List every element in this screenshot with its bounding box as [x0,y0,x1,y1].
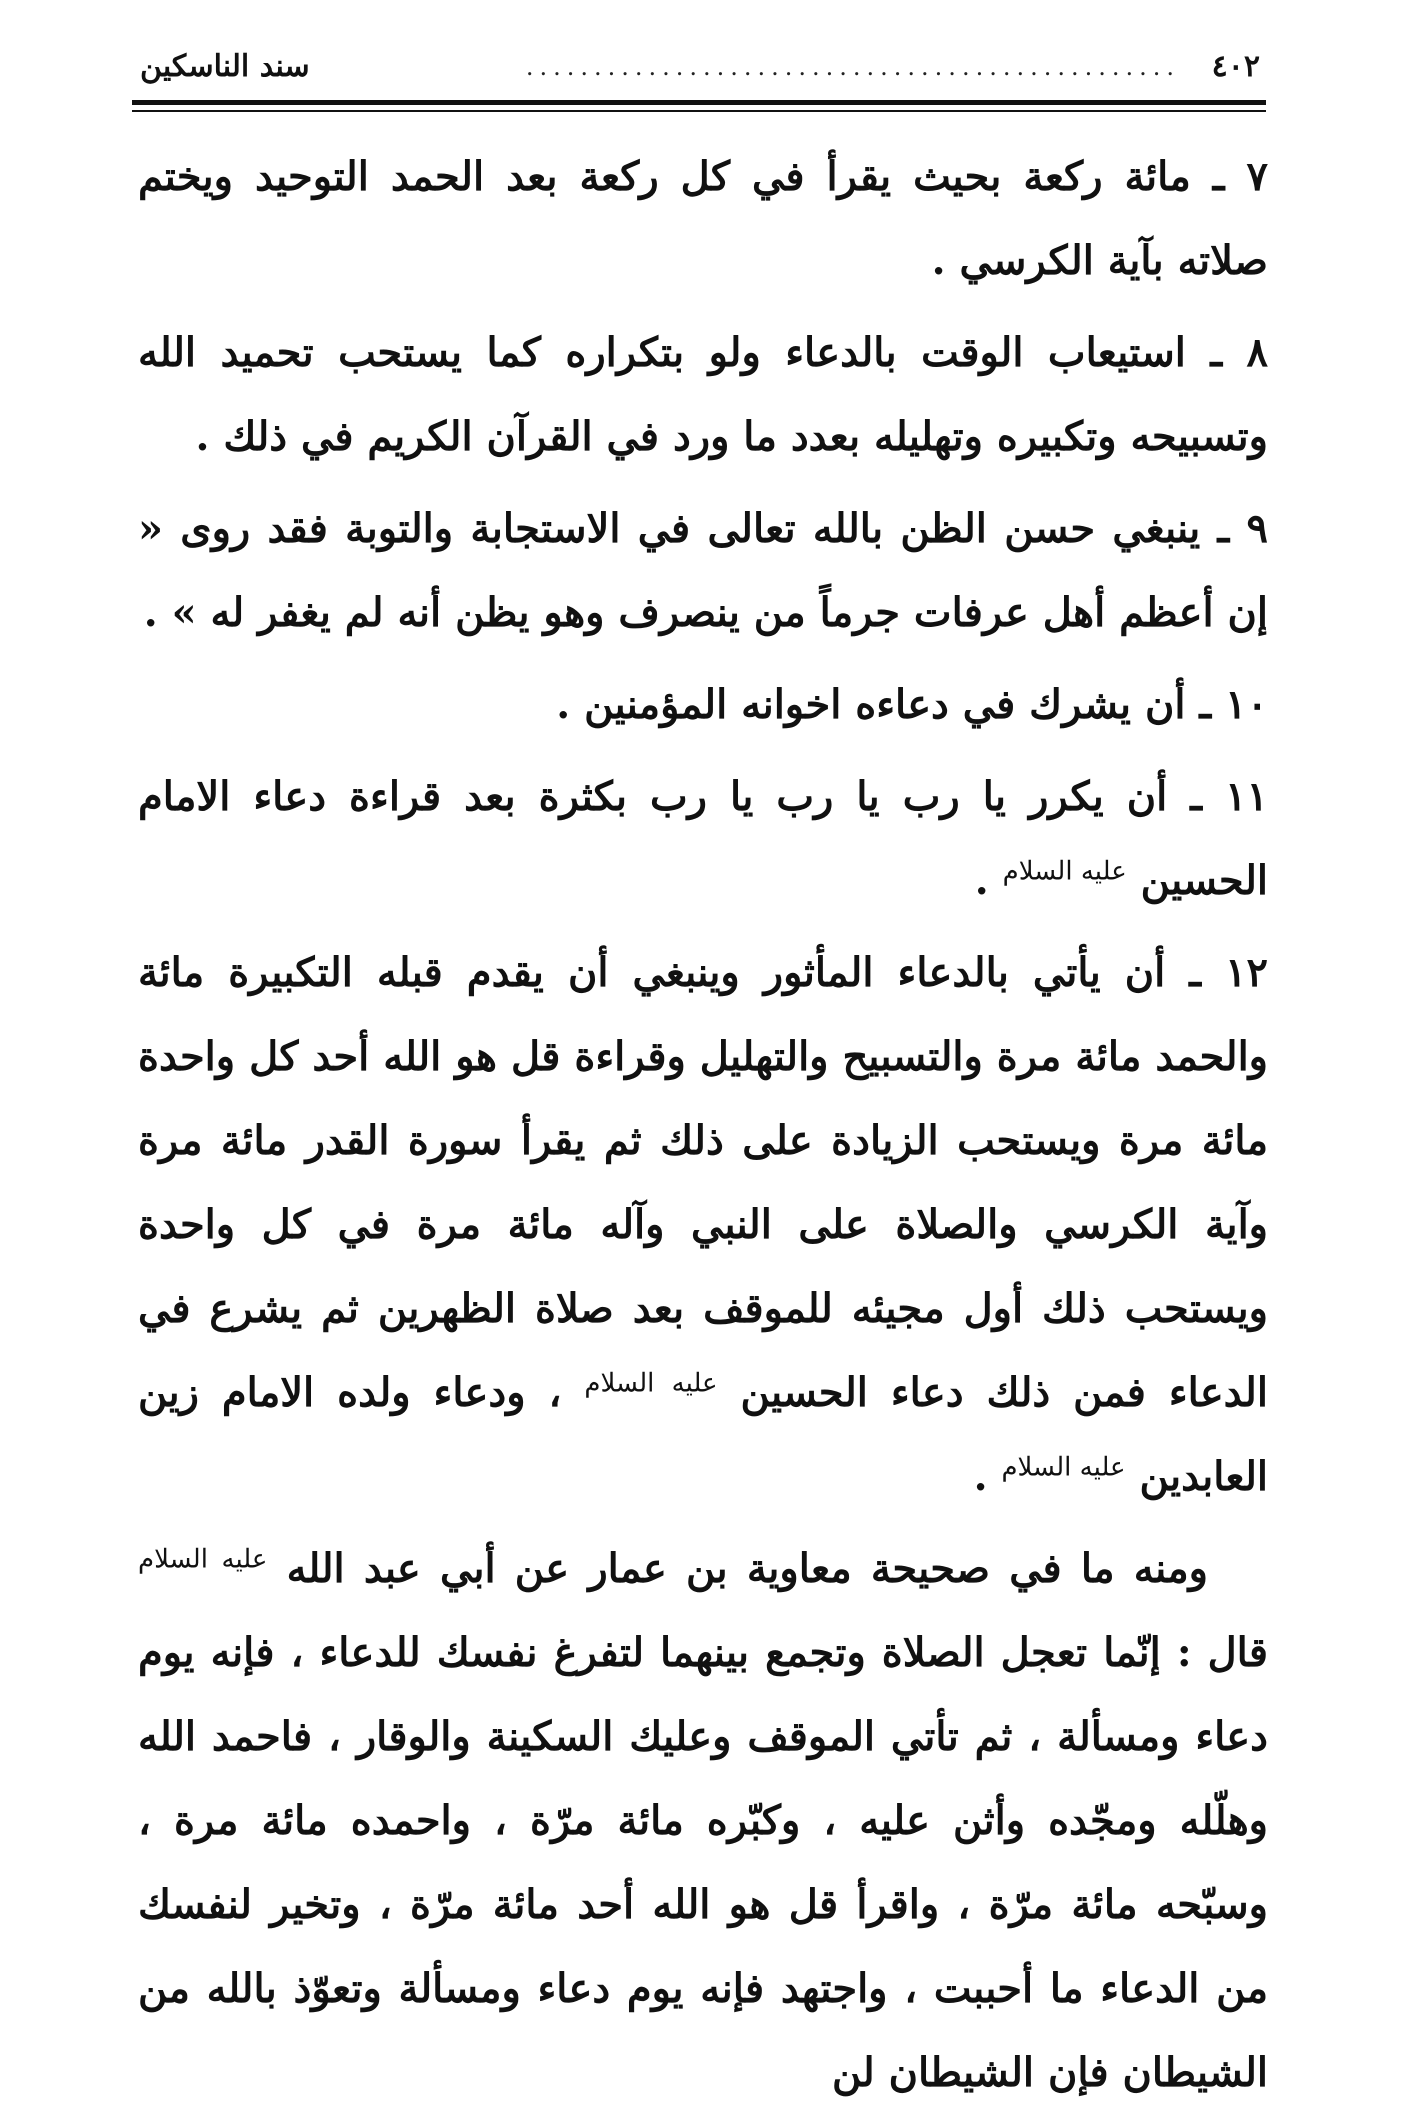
page-body [138,135,1268,2123]
paragraph-12-end: . [973,1453,988,1500]
honorific-symbol: عليه السلام [1002,856,1127,887]
paragraph-8: ٨ ـ استيعاب الوقت بالدعاء ولو بتكراره كما يستحب تحميد الله وتسبيحه وتكبيره وتهليله بعدد ما ورد في القرآن الكريم في ذلك . [138,329,1268,460]
paragraph-9: ٩ ـ ينبغي حسن الظن بالله تعالى في الاستجابة والتوبة فقد روى « إن أعظم أهل عرفات جرماً من ينصرف وهو يظن أنه لم يغفر له » . [138,505,1268,636]
paragraph-12-text: ١٢ ـ أن يأتي بالدعاء المأثور وينبغي أن يقدم قبله التكبيرة مائة والحمد مائة مرة والتسبيح والتهليل وقراءة قل هو الله أحد كل واحدة مائة مرة ويستحب الزيادة على ذلك ثم يقرأ سورة القدر مائة مرة وآية الكرسي والصلاة على النبي وآله مائة مرة في كل واحدة ويستحب ذلك أول مجيئه للموقف بعد صلاة الظهرين ثم يشرع في الدعاء فمن ذلك دعاء الحسين [138,949,1268,1416]
paragraph-11-end: . [974,857,989,904]
honorific-symbol: عليه السلام [584,1368,718,1399]
header-rule-thick [132,100,1266,105]
paragraph-12 [138,931,1268,1519]
header-leader-dots: ................................................ [525,53,1180,81]
honorific-symbol: عليه السلام [1001,1452,1126,1483]
paragraph-11 [138,755,1268,923]
paragraph-10: ١٠ ـ أن يشرك في دعاءه اخوانه المؤمنين . [556,681,1268,728]
paragraph-11-text: ١١ ـ أن يكرر يا رب يا رب يا رب بكثرة بعد قراءة دعاء الامام الحسين [138,773,1269,904]
paragraph-hadith [138,1527,1268,2115]
honorific-symbol: عليه السلام [138,1544,268,1575]
paragraph-hadith-intro: ومنه ما في صحيحة معاوية بن عمار عن أبي عبد الله [286,1545,1208,1592]
paragraph-hadith-text: قال : إنّما تعجل الصلاة وتجمع بينهما لتفرغ نفسك للدعاء ، فإنه يوم دعاء ومسألة ، ثم تأتي الموقف وعليك السكينة والوقار ، فاحمد الله وهلّله ومجّده وأثن عليه ، وكبّره مائة مرّة ، واحمده مائة مرة ، وسبّحه مائة مرّة ، واقرأ قل هو الله أحد مائة مرّة ، وتخير لنفسك من الدعاء ما أحببت ، واجتهد فإنه يوم دعاء ومسألة وتعوّذ بالله من الشيطان فإن الشيطان لن [138,1629,1268,2096]
paragraph-12-middle: ، ودعاء ولده الامام زين العابدين [138,1369,1268,1500]
paragraph-7: ٧ ـ مائة ركعة بحيث يقرأ في كل ركعة بعد الحمد التوحيد ويختم صلاته بآية الكرسي . [138,153,1268,284]
page-header [140,42,1260,92]
running-book-title: سند الناسكين [140,49,310,84]
page-number: ٤٠٢ [1211,49,1260,84]
header-rule-thin [132,110,1266,112]
